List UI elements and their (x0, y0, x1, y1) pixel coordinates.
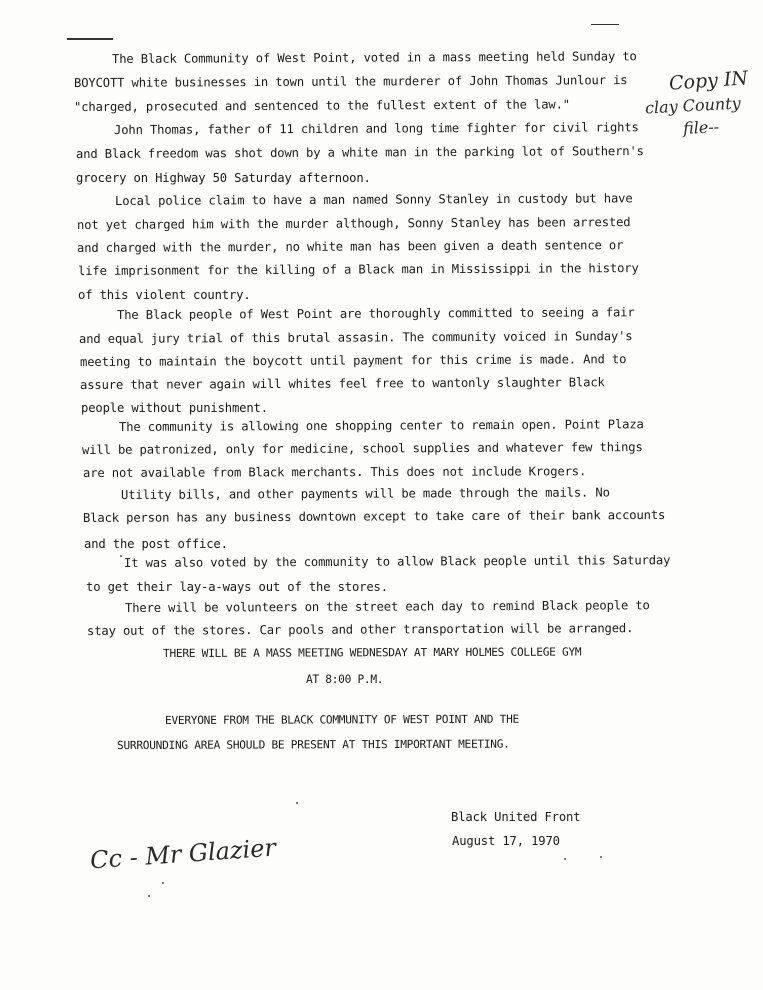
announcement-time: AT 8:00 P.M. (306, 673, 384, 686)
body-line: assure that never again will whites feel free to wantonly slaughter Black (80, 375, 605, 392)
body-line: are not available from Black merchants. This does not include Krogers. (83, 464, 587, 480)
signature-date: August 17, 1970 (452, 834, 560, 848)
photocopy-speck (162, 882, 164, 884)
handwritten-cc: Cc - Mr Glazier (89, 833, 277, 875)
body-line: Utility bills, and other payments will be made through the mails. No (121, 485, 610, 502)
body-line: grocery on Highway 50 Saturday afternoon. (76, 171, 371, 185)
body-line: and Black freedom was shot down by a white man in the parking lot of Southern's (76, 144, 644, 161)
body-line: "charged, prosecuted and sentenced to the fullest extent of the law." (74, 97, 571, 114)
body-line: of this violent country. (78, 288, 251, 302)
photocopy-speck (296, 802, 298, 804)
body-line: will be patronized, only for medicine, school supplies and whatever few things (82, 440, 643, 457)
body-line: and charged with the murder, no white man has been given a death sentence or (77, 238, 624, 255)
handwritten-note-county: clay County (644, 93, 742, 118)
handwritten-note-copy: Copy IN (668, 67, 749, 95)
photocopy-speck (600, 856, 602, 858)
body-line: BOYCOTT white businesses in town until the murderer of John Thomas Junlour is (74, 73, 628, 90)
body-line: Black person has any business downtown except to take care of their bank accounts (83, 507, 666, 525)
body-line: John Thomas, father of 11 children and long time fighter for civil rights (114, 120, 639, 137)
body-line: to get their lay-a-ways out of the stores. (86, 580, 388, 594)
photocopy-speck (148, 895, 150, 897)
announcement-line: THERE WILL BE A MASS MEETING WEDNESDAY AT MARY HOLMES COLLEGE GYM (163, 645, 582, 660)
body-line: The Black Community of West Point, voted in a mass meeting held Sunday to (112, 49, 637, 66)
photocopy-speck (120, 555, 122, 557)
body-line: stay out of the stores. Car pools and other transportation will be arranged. (87, 621, 634, 638)
body-line: life imprisonment for the killing of a Black man in Mississippi in the history (78, 261, 639, 278)
body-line: It was also voted by the community to allow Black people until this Saturday (124, 553, 671, 570)
signature-org: Black United Front (451, 810, 581, 824)
body-line: Local police claim to have a man named Sonny Stanley in custody but have (115, 191, 633, 208)
call-to-action-line: EVERYONE FROM THE BLACK COMMUNITY OF WEST POINT AND THE (165, 712, 519, 727)
body-line: and the post office. (84, 537, 228, 551)
body-line: people without punishment. (81, 401, 268, 415)
body-line: not yet charged him with the murder although, Sonny Stanley has been arrested (77, 215, 631, 232)
top-left-mark (67, 38, 113, 40)
top-right-mark (591, 24, 619, 25)
body-line: There will be volunteers on the street each day to remind Black people to (125, 598, 650, 615)
body-line: meeting to maintain the boycott until payment for this crime is made. And to (80, 352, 627, 369)
body-line: The Black people of West Point are thoroughly committed to seeing a fair (117, 305, 635, 322)
handwritten-note-file: file-- (682, 117, 720, 138)
photocopy-speck (564, 858, 566, 860)
call-to-action-line: SURROUNDING AREA SHOULD BE PRESENT AT THIS IMPORTANT MEETING. (117, 737, 510, 752)
body-line: and equal jury trial of this brutal assasin. The community voiced in Sunday's (79, 329, 633, 346)
body-line: The community is allowing one shopping center to remain open. Point Plaza (119, 417, 644, 434)
